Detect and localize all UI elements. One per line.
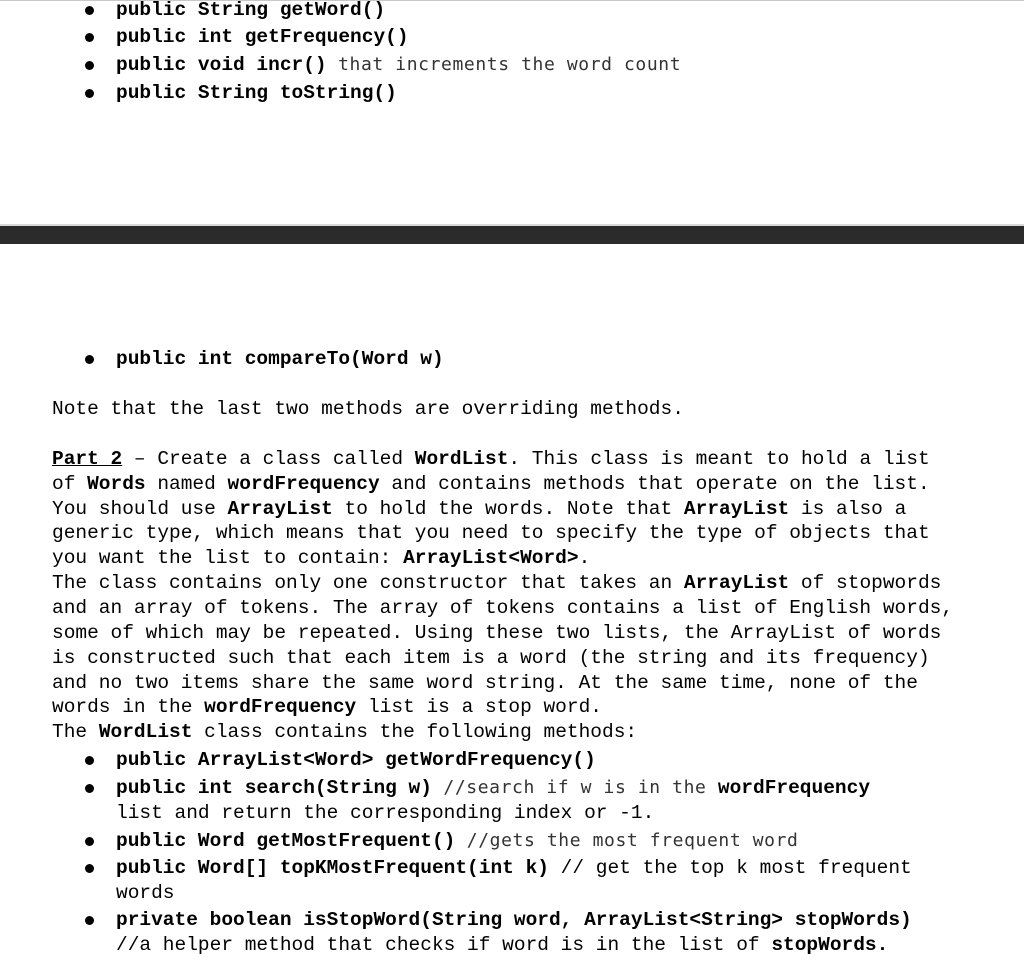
method-note: //gets the most frequent word <box>455 830 799 851</box>
part2-line: The WordList class contains the following methods: <box>52 721 638 743</box>
bullet-icon <box>85 837 94 846</box>
bullet-icon <box>85 33 94 42</box>
method-signature: public void incr() <box>116 54 327 76</box>
part2-line: some of which may be repeated. Using these two lists, the ArrayList of words <box>52 622 942 644</box>
bullet-icon <box>85 784 94 793</box>
bullet-icon <box>85 6 94 15</box>
method-signature: public String toString() <box>116 82 397 104</box>
bullet-icon <box>85 864 94 873</box>
bullet-icon <box>85 355 94 364</box>
part2-line: You should use ArrayList to hold the words. Note that ArrayList is also a <box>52 498 907 520</box>
bullet-icon <box>85 89 94 98</box>
part2-line: generic type, which means that you need to specify the type of objects that <box>52 522 930 544</box>
bullet-icon <box>85 61 94 70</box>
page-separator <box>0 224 1024 244</box>
method-note: //search if w is in the <box>431 777 718 798</box>
method-signature: public String getWord() <box>116 0 386 21</box>
part2-line: of Words named wordFrequency and contains methods that operate on the list. <box>52 473 930 495</box>
part2-heading: Part 2 <box>52 448 123 470</box>
bullet-icon <box>85 756 94 765</box>
method-signature: public Word getMostFrequent() <box>116 830 456 852</box>
bullet-icon <box>85 916 94 925</box>
method-note: that increments the word count <box>326 54 682 75</box>
method-note: // get the top k most frequent <box>548 857 912 879</box>
part2-line: words in the wordFrequency list is a stop word. <box>52 696 602 718</box>
part2-line: The class contains only one constructor that takes an ArrayList of stopwords <box>52 572 942 594</box>
method-signature: public int compareTo(Word w) <box>116 348 444 370</box>
part2-line: and an array of tokens. The array of tokens contains a list of English words, <box>52 597 954 619</box>
method-signature: private boolean isStopWord(String word, ArrayList<String> stopWords) <box>116 909 912 931</box>
method-signature: public ArrayList<Word> getWordFrequency() <box>116 749 596 771</box>
part2-line: Part 2 – Create a class called WordList. This class is meant to hold a list <box>52 448 930 470</box>
note-paragraph: Note that the last two methods are overriding methods. <box>52 398 684 420</box>
part2-line: you want the list to contain: ArrayList<Word>. <box>52 547 591 569</box>
part2-line: and no two items share the same word string. At the same time, none of the <box>52 672 918 694</box>
method-signature: public int getFrequency() <box>116 26 409 48</box>
method-signature: public Word[] topKMostFrequent(int k) <box>116 857 549 879</box>
method-signature: public int search(String w) <box>116 777 432 799</box>
part2-line: is constructed such that each item is a word (the string and its frequency) <box>52 647 930 669</box>
